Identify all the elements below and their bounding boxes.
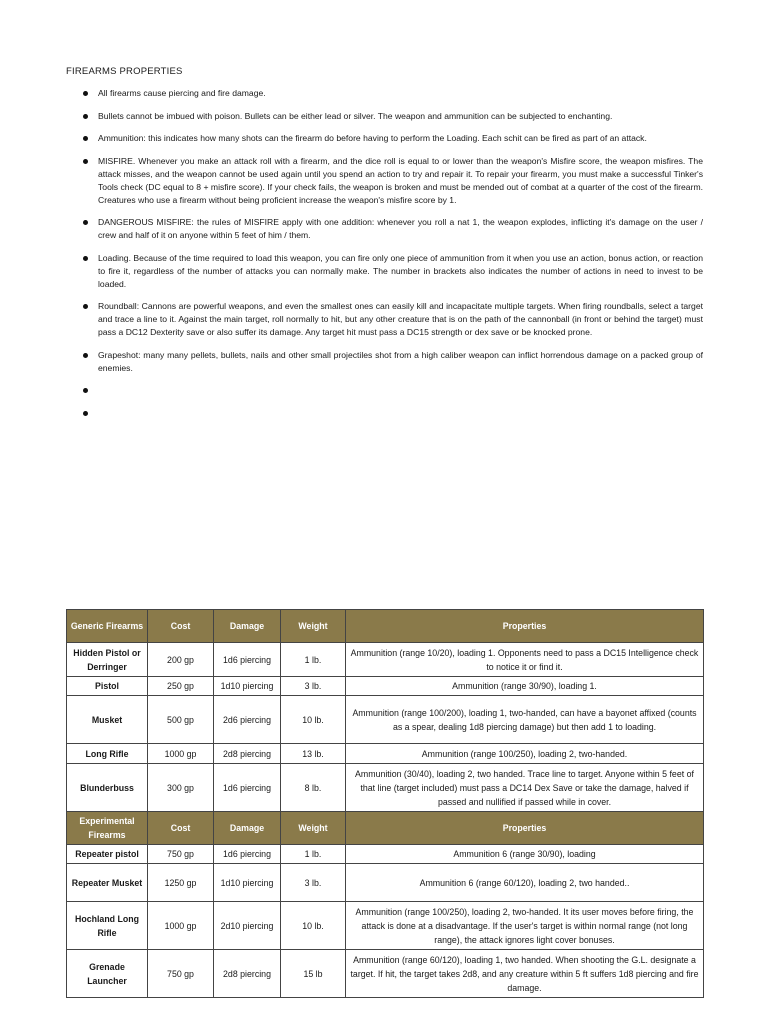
list-item (80, 384, 703, 397)
table-cell: Musket (67, 696, 148, 744)
table-cell: Hochland Long Rifle (67, 902, 148, 950)
table-cell: 2d8 piercing (214, 744, 281, 764)
header-cell: Damage (214, 610, 281, 643)
table-header-row (67, 610, 704, 643)
table-row (67, 902, 704, 950)
header-cell: Properties (346, 812, 704, 845)
table-cell: 10 lb. (281, 696, 346, 744)
list-item: Loading. Because of the time required to load this weapon, you can fire only one piece of ammunition from it when you use an action, bonus action, or reaction to fire it, regardless of the number of attacks you can normally make. The number in brackets also indicates the number of actions in need to invest to be loaded. (80, 252, 703, 291)
header-cell: Weight (281, 610, 346, 643)
table-row (67, 744, 704, 764)
page-title: FIREARMS PROPERTIES (66, 66, 183, 77)
list-item: Grapeshot: many many pellets, bullets, nails and other small projectiles shot from a high caliber weapon can inflict horrendous damage on a packed group of enemies. (80, 349, 703, 375)
table-cell: 1000 gp (148, 744, 214, 764)
table-header-row (67, 812, 704, 845)
table-cell: Ammunition (range 30/90), loading 1. (346, 677, 704, 696)
header-cell: Damage (214, 812, 281, 845)
table-row (67, 677, 704, 696)
table-cell: Ammunition 6 (range 60/120), loading 2, two handed.. (346, 864, 704, 902)
table-cell: 1d6 piercing (214, 845, 281, 864)
table-cell: Long Rifle (67, 744, 148, 764)
table-cell: Ammunition (30/40), loading 2, two handed. Trace line to target. Anyone within 5 feet of that line (target included) must pass a DC14 Dex Save or take the damage, halved if passed and nullified if passed while in cover. (346, 764, 704, 812)
table-cell: 1d6 piercing (214, 643, 281, 677)
table-cell: 1250 gp (148, 864, 214, 902)
table-cell: Pistol (67, 677, 148, 696)
header-cell: Generic Firearms (67, 610, 148, 643)
header-cell: Cost (148, 812, 214, 845)
table-cell: 300 gp (148, 764, 214, 812)
header-cell: Cost (148, 610, 214, 643)
table-cell: 15 lb (281, 950, 346, 998)
table-cell: Blunderbuss (67, 764, 148, 812)
table-cell: 1d10 piercing (214, 864, 281, 902)
table-cell: 13 lb. (281, 744, 346, 764)
list-item: DANGEROUS MISFIRE: the rules of MISFIRE apply with one addition: whenever you roll a nat 1, the weapon explodes, inflicting it's damage on the user / crew and half of it on anyone within 5 feet of him / them. (80, 216, 703, 242)
list-item (80, 407, 703, 420)
list-item: Roundball: Cannons are powerful weapons, and even the smallest ones can easily kill and incapacitate multiple targets. When firing roundballs, select a target and trace a line to it. Against the main target, roll normally to hit, but any other creature that is on the path of the cannonball (in front or behind the target) must pass a DC12 Dexterity save or also suffer its damage. Any target hit must pass a DC15 strength or dex save or be knocked prone. (80, 300, 703, 339)
table-row (67, 950, 704, 998)
table-cell: Hidden Pistol or Derringer (67, 643, 148, 677)
table-cell: 8 lb. (281, 764, 346, 812)
header-cell: Weight (281, 812, 346, 845)
table-cell: 1d10 piercing (214, 677, 281, 696)
table-cell: 10 lb. (281, 902, 346, 950)
table-row (67, 643, 704, 677)
table-cell: Repeater pistol (67, 845, 148, 864)
table-cell: 1d6 piercing (214, 764, 281, 812)
table-cell: 1 lb. (281, 643, 346, 677)
table-cell: 2d10 piercing (214, 902, 281, 950)
table-row (67, 864, 704, 902)
table-cell: 2d6 piercing (214, 696, 281, 744)
table-cell: Ammunition 6 (range 30/90), loading (346, 845, 704, 864)
table-cell: 1 lb. (281, 845, 346, 864)
table-cell: 1000 gp (148, 902, 214, 950)
table-cell: Grenade Launcher (67, 950, 148, 998)
list-item: All firearms cause piercing and fire damage. (80, 87, 703, 100)
table-cell: 2d8 piercing (214, 950, 281, 998)
table-row (67, 696, 704, 744)
table-cell: Repeater Musket (67, 864, 148, 902)
table-row (67, 845, 704, 864)
firearms-table (66, 609, 704, 998)
table-row (67, 764, 704, 812)
table-cell: Ammunition (range 100/200), loading 1, two-handed, can have a bayonet affixed (counts as a spear, dealing 1d8 piercing damage) but then add 1 to loading. (346, 696, 704, 744)
table-cell: 500 gp (148, 696, 214, 744)
table-cell: 250 gp (148, 677, 214, 696)
table-cell: Ammunition (range 10/20), loading 1. Opponents need to pass a DC15 Intelligence check to notice it or find it. (346, 643, 704, 677)
table-cell: 200 gp (148, 643, 214, 677)
table-cell: 750 gp (148, 845, 214, 864)
table-cell: 3 lb. (281, 864, 346, 902)
table-cell: Ammunition (range 100/250), loading 2, two-handed. (346, 744, 704, 764)
list-item: Bullets cannot be imbued with poison. Bullets can be either lead or silver. The weapon and ammunition can be subjected to enchanting. (80, 110, 703, 123)
bullet-list (80, 87, 703, 429)
table-cell: 750 gp (148, 950, 214, 998)
table-cell: 3 lb. (281, 677, 346, 696)
list-item: MISFIRE. Whenever you make an attack roll with a firearm, and the dice roll is equal to or lower than the weapon's Misfire score, the weapon misfires. The attack misses, and the weapon cannot be used again until you spend an action to try and repair it. To repair your firearm, you must make a successful Tinker's Tools check (DC equal to 8 + misfire score). If your check fails, the weapon is broken and must be mended out of combat at a quarter of the cost of the firearm. Creatures who use a firearm without being proficient increase the weapon's misfire score by 1. (80, 155, 703, 207)
header-cell: Properties (346, 610, 704, 643)
header-cell: Experimental Firearms (67, 812, 148, 845)
list-item: Ammunition: this indicates how many shots can the firearm do before having to perform the Loading. Each schit can be fired as part of an attack. (80, 132, 703, 145)
table-cell: Ammunition (range 60/120), loading 1, two handed. When shooting the G.L. designate a target. If hit, the target takes 2d8, and any creature within 5 ft suffers 1d8 piercing and fire damage. (346, 950, 704, 998)
table-cell: Ammunition (range 100/250), loading 2, two-handed. It its user moves before firing, the attack is done at a disadvantage. If the user's target is within normal range (not long range), the attack ignores light cover bonuses. (346, 902, 704, 950)
